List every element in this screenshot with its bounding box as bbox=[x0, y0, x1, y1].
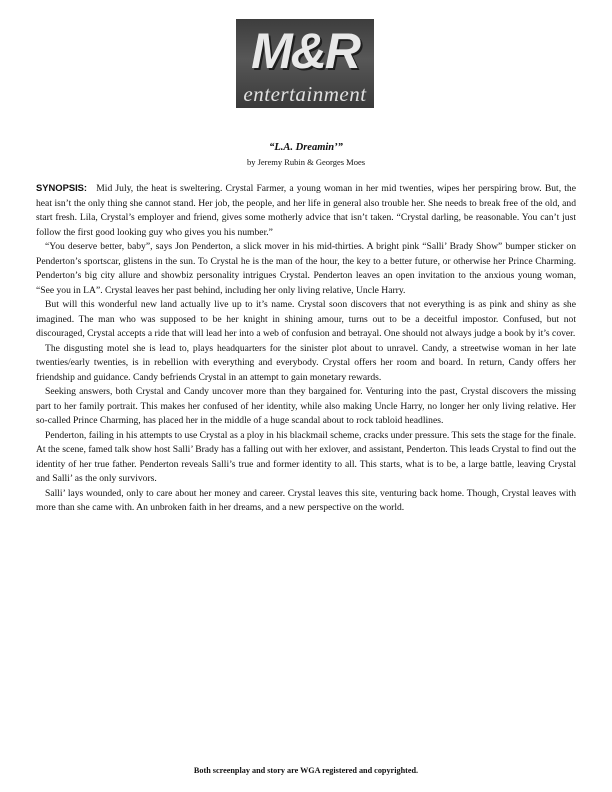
synopsis-paragraph-4: The disgusting motel she is lead to, plays headquarters for the sinister plot about to unravel. Candy, a streetwise woman in her late twenties/early twenties, is in rebellion with everything and everybody. Crystal offers her room and board. In return, Candy offers her friendship and guidance. Candy befriends Crystal in an attempt to gain monetary rewards. bbox=[36, 342, 576, 383]
synopsis-paragraph-1 bbox=[36, 181, 576, 240]
synopsis-label: SYNOPSIS: bbox=[36, 182, 88, 193]
synopsis-body bbox=[36, 181, 576, 516]
synopsis-paragraph-2: “You deserve better, baby”, says Jon Penderton, a slick mover in his mid-thirties. A bright pink “Salli’ Brady Show” bumper sticker on Penderton’s sportscar, glistens in the sun. To Crystal he is the man of the hour, the key to a better future, or otherwise her Prince Charming. Penderton’s big city allure and showbiz personality intrigues Crystal. Penderton leaves an open invitation to the anxious young woman, “See you in LA”. Crystal leaves her past behind, including her only living relative, Uncle Harry. bbox=[36, 241, 576, 296]
paragraph-text: Mid July, the heat is sweltering. Crystal Farmer, a young woman in her mid twenties, wipes her perspiring brow. But, the heat isn’t the only thing she cannot stand. Her job, the people, and her life in general also trouble her. She needs to break free of the old, and start fresh. Lila, Crystal’s employer and friend, gives some motherly advice that isn’t taken. “Crystal darling, be reasonable. You can’t just follow the first good looking guy who gives you his number.” bbox=[36, 183, 576, 238]
copyright-footer: Both screenplay and story are WGA registered and copyrighted. bbox=[193, 766, 419, 775]
synopsis-paragraph-3: But will this wonderful new land actually live up to it’s name. Crystal soon discovers that not everything is as pink and shiny as she imagined. The man who was supposed to be her knight in shining amour, turns out to be a deceitful impostor. Confused, but not discouraged, Crystal accepts a ride that will lead her into a web of confusion and betrayal. One should not always judge a book by it’s cover. bbox=[36, 299, 576, 339]
logo-sub-text: entertainment bbox=[243, 82, 367, 106]
synopsis-paragraph-7: Salli’ lays wounded, only to care about her money and career. Crystal leaves this site, venturing back home. Though, Crystal leaves with more than she came with. An unbroken faith in her dreams, and a new perspective on the world. bbox=[36, 487, 576, 513]
author-byline: by Jeremy Rubin & Georges Moes bbox=[246, 157, 366, 167]
synopsis-paragraph-5: Seeking answers, both Crystal and Candy uncover more than they bargained for. Venturing into the past, Crystal discovers the missing part to her family portrait. This makes her confused of her identity, while also making Uncle Harry, no longer her only living relative. Her so-called Prince Charming, has placed her in the middle of a huge scandal about to rock tabloid headlines. bbox=[36, 386, 576, 426]
logo-main-text: M&R bbox=[251, 23, 359, 79]
company-logo bbox=[236, 19, 374, 108]
screenplay-title: “L.A. Dreamin’” bbox=[269, 142, 343, 153]
synopsis-paragraph-6: Penderton, failing in his attempts to use Crystal as a ploy in his blackmail scheme, cracks under pressure. This sets the stage for the finale. At the scene, famed talk show host Salli’ Brady has a falling out with her exlover, and assistant, Penderton. This leads Crystal to find out the identity of her true father. Penderton reveals Salli’s true and former identity to all. This starts, what is to be, a large battle, leaving Crystal and Salli’ as the only survivors. bbox=[36, 429, 576, 484]
